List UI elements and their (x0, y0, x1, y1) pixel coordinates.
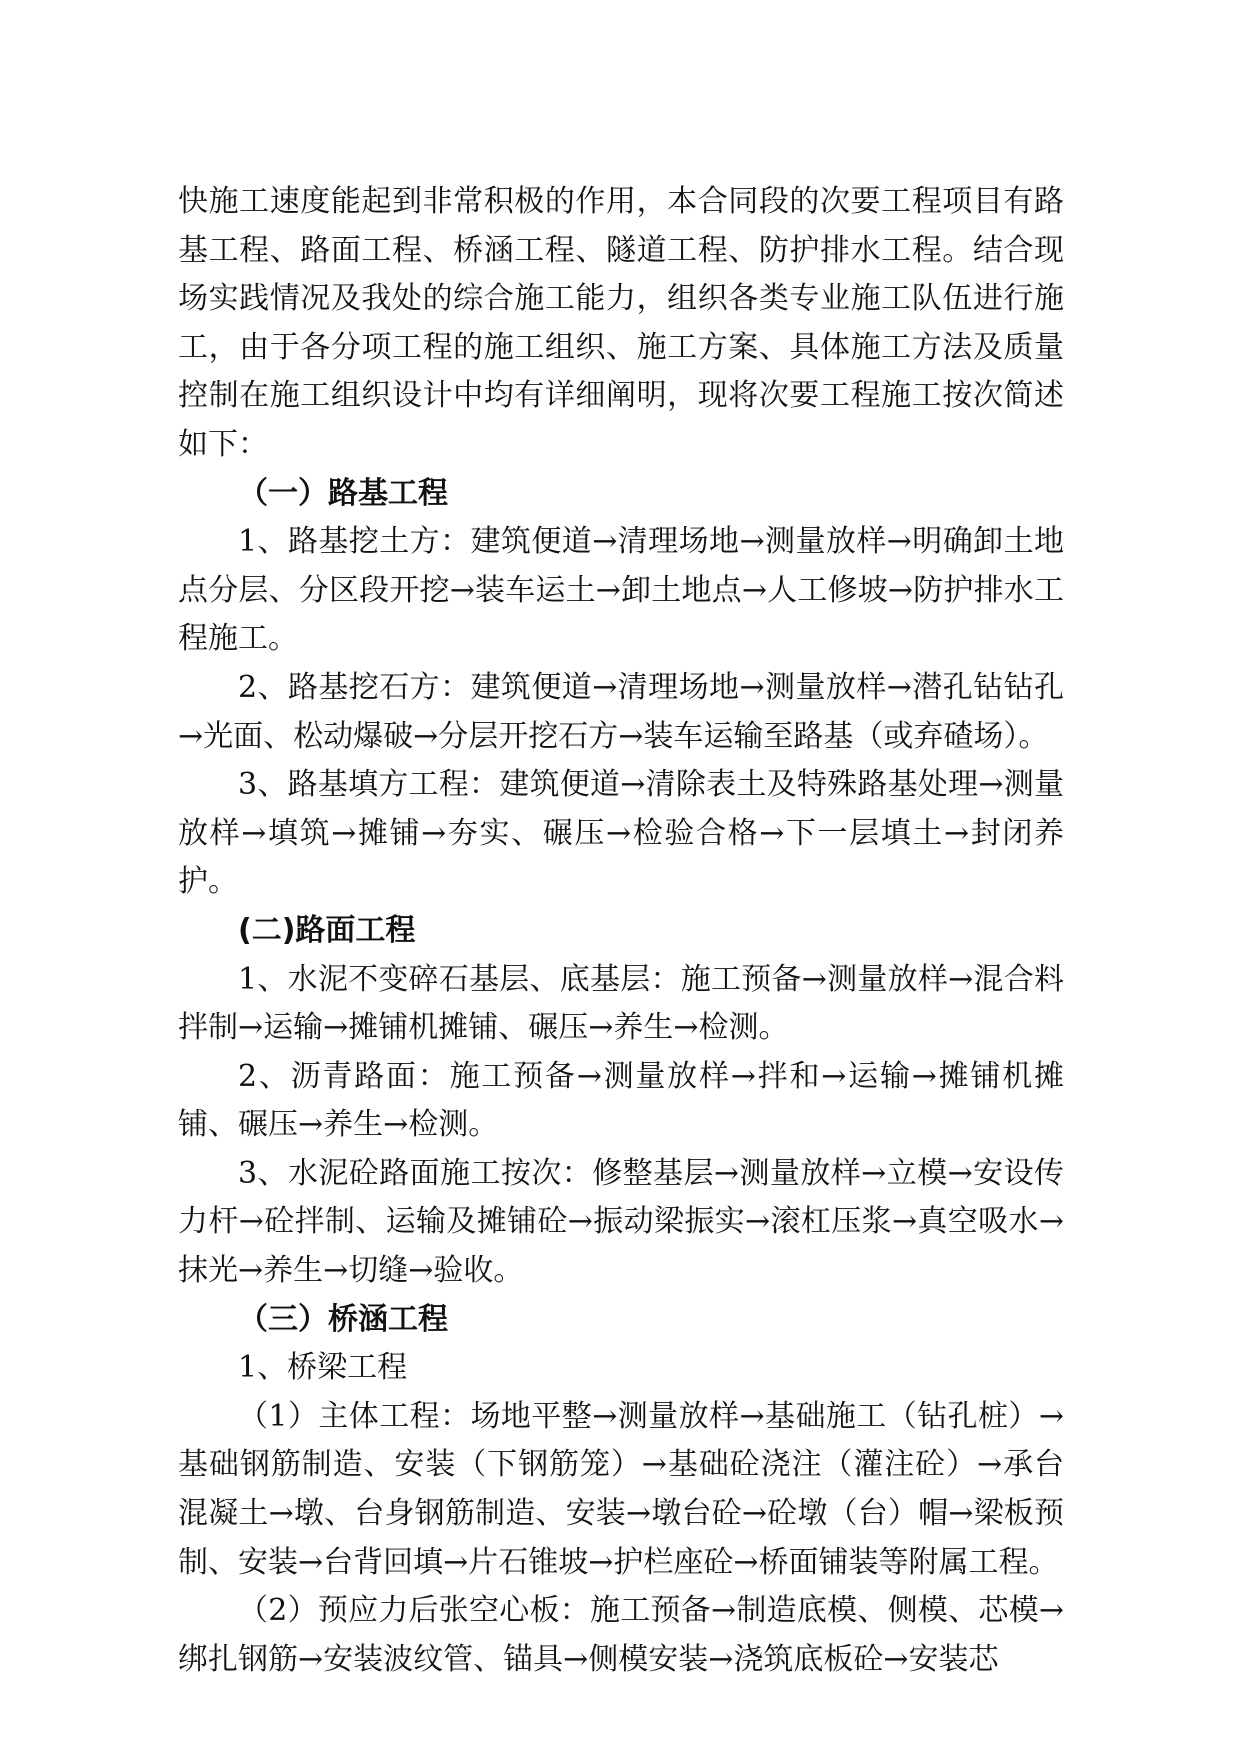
document-page (178, 178, 1064, 1684)
paragraph-concrete-pavement: 3、水泥砼路面施工按次：修整基层→测量放样→立模→安设传力杆→砼拌制、运输及摊铺砼→振动梁振实→滚杠压浆→真空吸水→抹光→养生→切缝→验收。 (178, 1155, 1064, 1289)
intro-paragraph: 快施工速度能起到非常积极的作用，本合同段的次要工程项目有路基工程、路面工程、桥涵工程、隧道工程、防护排水工程。结合现场实践情况及我处的综合施工能力，组织各类专业施工队伍进行施工，由于各分项工程的施工组织、施工方案、具体施工方法及质量控制在施工组织设计中均有详细阐明，现将次要工程施工按次简述如下： (178, 184, 1064, 462)
section-heading-pavement: (二)路面工程 (238, 912, 416, 948)
paragraph-roadbed-rock-excavation: 2、路基挖石方：建筑便道→清理场地→测量放样→潜孔钻钻孔→光面、松动爆破→分层开挖石方→装车运输至路基（或弃碴场）。 (178, 669, 1064, 754)
section-heading-bridge-culvert: （三）桥涵工程 (238, 1301, 448, 1337)
paragraph-roadbed-earth-excavation: 1、路基挖土方：建筑便道→清理场地→测量放样→明确卸土地点分层、分区段开挖→装车运土→卸土地点→人工修坡→防护排水工程施工。 (178, 524, 1064, 657)
paragraph-main-works: （1）主体工程：场地平整→测量放样→基础施工（钻孔桩）→基础钢筋制造、安装（下钢筋笼）→基础砼浇注（灌注砼）→承台混凝土→墩、台身钢筋制造、安装→墩台砼→砼墩（台）帽→梁板预制、安装→台背回填→片石锥坡→护栏座砼→桥面铺装等附属工程。 (178, 1398, 1064, 1580)
paragraph-cement-stabilized-base: 1、水泥不变碎石基层、底基层：施工预备→测量放样→混合料拌制→运输→摊铺机摊铺、碾压→养生→检测。 (178, 961, 1064, 1046)
paragraph-asphalt-pavement: 2、沥青路面：施工预备→测量放样→拌和→运输→摊铺机摊铺、碾压→养生→检测。 (178, 1058, 1064, 1143)
paragraph-prestressed-hollow-slab: （2）预应力后张空心板：施工预备→制造底模、侧模、芯模→绑扎钢筋→安装波纹管、锚具→侧模安装→浇筑底板砼→安装芯 (178, 1593, 1064, 1677)
paragraph-bridge-works: 1、桥梁工程 (238, 1350, 408, 1386)
section-heading-roadbed: （一）路基工程 (238, 475, 448, 511)
paragraph-roadbed-fill: 3、路基填方工程：建筑便道→清除表土及特殊路基处理→测量放样→填筑→摊铺→夯实、碾压→检验合格→下一层填土→封闭养护。 (178, 767, 1064, 900)
